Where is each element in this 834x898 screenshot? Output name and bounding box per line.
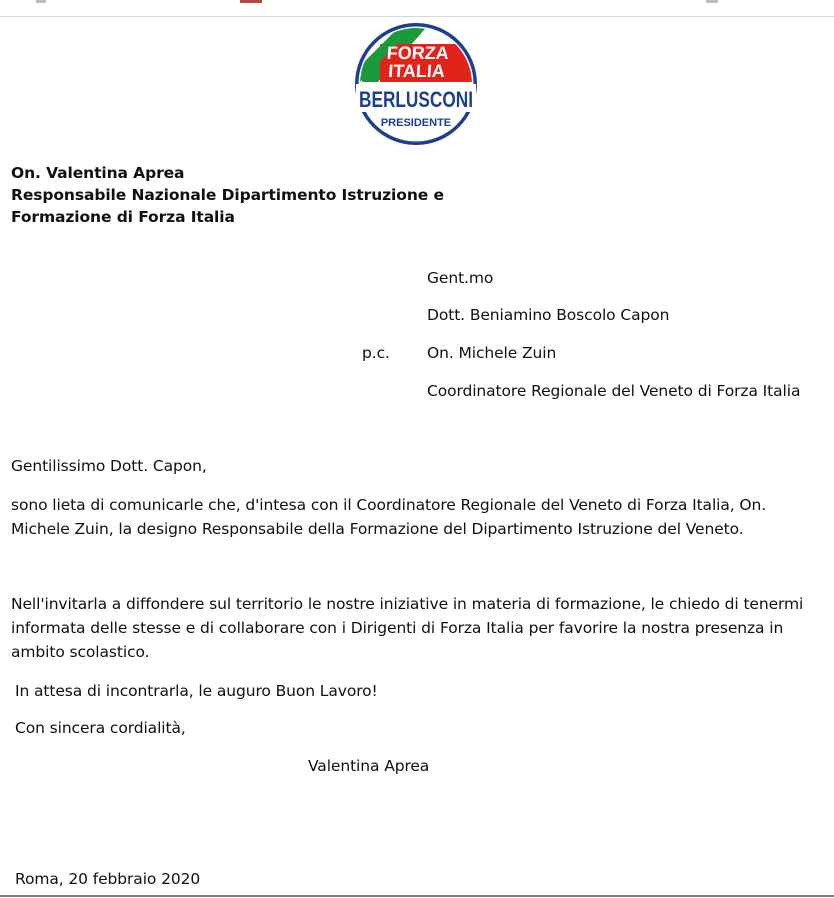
letter-paragraph-1: sono lieta di comunicarle che, d'intesa con il Coordinatore Regionale del Veneto di Forza Italia, On. Michele Zuin, la designo Responsabile della Formazione del Dipartimento Istruzione del Veneto. [11,496,767,538]
toolbar-fragment [36,0,46,3]
letter-closing-regards: Con sincera cordialità, [15,719,186,737]
sender-role-line2: Formazione di Forza Italia [11,208,235,226]
recipient-name: Dott. Beniamino Boscolo Capon [427,306,670,324]
top-toolbar-strip [0,0,834,17]
party-logo-emblem [354,22,478,146]
cc-name: On. Michele Zuin [427,344,557,362]
letter-paragraph-2: Nell'invitarla a diffondere sul territorio le nostre iniziative in materia di formazione, le chiedo di tenermi informata delle stesse e di collaborare con i Dirigenti di Forza Italia per favorire la nostra presenza in ambito scolastico. [11,595,804,661]
letter-greeting: Gentilissimo Dott. Capon, [11,457,207,475]
logo-word-italia: ITALIA [387,61,446,81]
forza-italia-logo [354,22,478,146]
place-date: Roma, 20 febbraio 2020 [15,870,201,888]
sender-name: On. Valentina Aprea [11,164,185,182]
cc-label: p.c. [362,344,390,362]
toolbar-fragment [706,0,718,3]
logo-word-forza: FORZA [386,43,450,63]
cc-role: Coordinatore Regionale del Veneto di Forza Italia [427,382,801,400]
toolbar-fragment [240,0,262,3]
sender-role-line1: Responsabile Nazionale Dipartimento Istruzione e [11,186,444,204]
letter-closing-wish: In attesa di incontrarla, le auguro Buon Lavoro! [15,682,378,700]
logo-word-presidente: PRESIDENTE [380,117,452,129]
logo-word-berlusconi: BERLUSCONI [359,87,473,112]
recipient-salutation: Gent.mo [427,269,494,287]
signature-name: Valentina Aprea [308,757,430,775]
page-bottom-edge [0,895,834,897]
